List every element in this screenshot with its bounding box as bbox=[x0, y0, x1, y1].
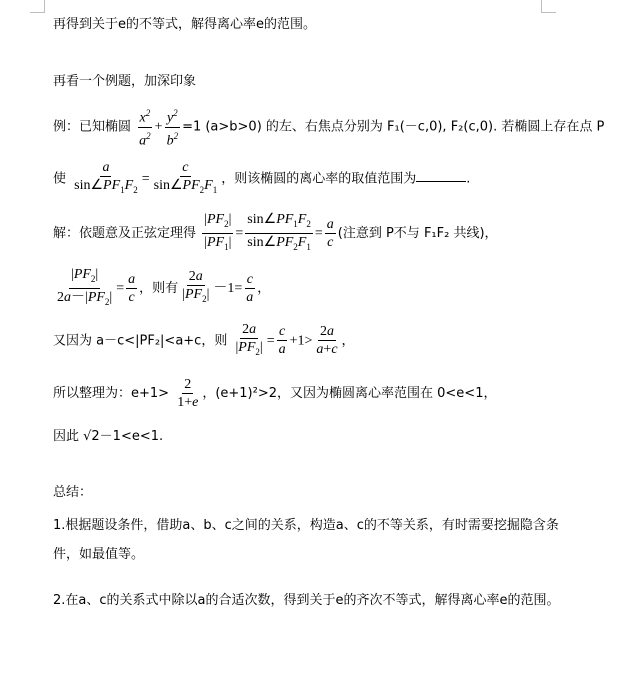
summary-item-1a: 1.根据题设条件，借助a、b、c之间的关系，构造a、c的不等关系，有时需要挖掘隐含条 bbox=[53, 518, 559, 533]
solution-suffix: (注意到 P不与 F₁F₂ 共线)， bbox=[337, 225, 498, 241]
again-prefix: 又因为 a－c<|PF₂|<a+c，则 bbox=[53, 333, 228, 349]
summary-item-1b: 件，如最值等。 bbox=[53, 547, 145, 562]
example-mid: =1 (a>b>0) 的左、右焦点分别为 F₁(－c,0), F₂(c,0). 若椭圆上存在点 P bbox=[182, 119, 605, 135]
conclusion-line: 因此 √2－1<e<1. bbox=[53, 429, 164, 444]
summary-title: 总结： bbox=[53, 485, 93, 500]
derivation-fraction-1: $\frac{|PF_2|}{2a-|PF_2|}$ bbox=[57, 267, 113, 307]
condition-fraction-left: $\frac{a}{\sin\angle PF_1F_2}$ bbox=[74, 160, 138, 195]
condition-fraction-right: $\frac{c}{\sin\angle PF_2F_1}$ bbox=[153, 160, 218, 195]
solution-fraction-sin: $\frac{\sin\angle PF_1F_2}{\sin\angle PF_2F_1}$ bbox=[247, 212, 311, 252]
text-line-1: 再得到关于e的不等式，解得离心率e的范围。 bbox=[53, 17, 316, 32]
derivation-fraction-7: $\frac{2a}{a+c}$ bbox=[316, 324, 338, 358]
derivation-line-1: $\frac{|PF_2|}{2a-|PF_2|}$ = $\frac{a}{c}$ ，则有 $\frac{2a}{|PF_2|}$ －1= $\frac{c}{a}$ ， bbox=[53, 267, 270, 310]
inequality-fraction: $\frac{2}{1+e}$ bbox=[177, 377, 199, 410]
example2-suffix: ，则该椭圆的离心率的取值范围为 bbox=[221, 171, 417, 187]
derivation-fraction-6: $\frac{c}{a}$ bbox=[278, 324, 286, 358]
solution-fraction-pf: $\frac{|PF_2|}{|PF_1|}$ bbox=[204, 212, 232, 252]
answer-blank bbox=[416, 181, 466, 182]
example-problem-line: 例：已知椭圆 $\frac{x^2}{a^2}$ + $\frac{y^2}{b^2}$ =1 (a>b>0) 的左、右焦点分别为 F₁(－c,0), F₂(c,0). 若椭圆上存在点 P bbox=[53, 108, 605, 149]
solution-fraction-ac: $\frac{a}{c}$ bbox=[326, 216, 334, 250]
derivation-fraction-5: $\frac{2a}{|PF_2|}$ bbox=[235, 322, 263, 357]
derivation-line-2: 又因为 a－c<|PF₂|<a+c，则 $\frac{2a}{|PF_2|}$ = $\frac{c}{a}$ +1> $\frac{2a}{a+c}$ ， bbox=[53, 322, 355, 360]
text-line-example-intro: 再看一个例题，加深印象 bbox=[53, 74, 197, 89]
derivation-fraction-4: $\frac{c}{a}$ bbox=[246, 271, 254, 305]
example-prefix: 例：已知椭圆 bbox=[53, 119, 132, 135]
example-condition-line: 使 $\frac{a}{\sin\angle PF_1F_2}$ = $\frac{c}{\sin\angle PF_2F_1}$ ，则该椭圆的离心率的取值范围为 . bbox=[53, 160, 470, 198]
ellipse-fraction-x: $\frac{x^2}{a^2}$ bbox=[139, 108, 151, 149]
example2-prefix: 使 bbox=[53, 171, 67, 187]
summary-item-2: 2.在a、c的关系式中除以a的合适次数，得到关于e的齐次不等式，解得离心率e的范围。 bbox=[53, 593, 560, 608]
derivation-fraction-2: $\frac{a}{c}$ bbox=[128, 271, 136, 305]
solution-line: 解：依题意及正弦定理得 $\frac{|PF_2|}{|PF_1|}$ = $\frac{\sin\angle PF_1F_2}{\sin\angle PF_2F_1}$ = $\frac{a}{c}$ (注意到 P不与 F₁F₂ 共线)， bbox=[53, 212, 498, 255]
ellipse-fraction-y: $\frac{y^2}{b^2}$ bbox=[166, 108, 179, 149]
page-corner-mark-left bbox=[30, 0, 45, 13]
summary-inequality-line bbox=[53, 377, 496, 410]
sum-prefix: 所以整理为：e+1> bbox=[53, 386, 170, 401]
then-has-text: ，则有 bbox=[139, 280, 179, 296]
page-corner-mark-right bbox=[541, 0, 556, 13]
solution-prefix: 解：依题意及正弦定理得 bbox=[53, 225, 197, 241]
sum-suffix: ，(e+1)²>2，又因为椭圆离心率范围在 0<e<1， bbox=[202, 386, 497, 401]
derivation-fraction-3: $\frac{2a}{|PF_2|}$ bbox=[182, 269, 210, 305]
